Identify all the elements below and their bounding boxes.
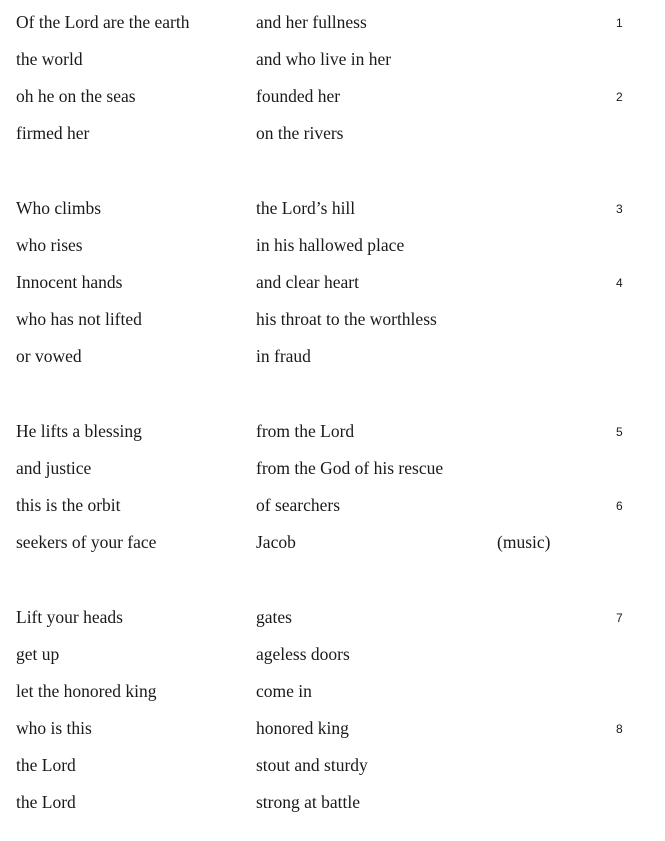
stanza-1 <box>0 0 665 148</box>
verse-line <box>0 632 665 669</box>
verse-number: 5 <box>616 425 623 439</box>
line-second-half: ageless doors <box>256 644 350 664</box>
verse-number: 1 <box>616 16 623 30</box>
verse-line <box>0 260 665 297</box>
verse-line <box>0 446 665 483</box>
line-second-half: strong at battle <box>256 792 361 812</box>
line-first-half: who is this <box>16 718 92 738</box>
line-first-half: get up <box>16 644 60 664</box>
line-second-half: in his hallowed place <box>256 235 405 255</box>
line-second-half: stout and sturdy <box>256 755 368 775</box>
verse-number: 8 <box>616 722 623 736</box>
line-second-half: come in <box>256 681 312 701</box>
line-second-half: on the rivers <box>256 123 344 143</box>
line-second-half: gates <box>256 607 292 627</box>
verse-number: 7 <box>616 611 623 625</box>
line-first-half: firmed her <box>16 123 90 143</box>
verse-line <box>0 334 665 371</box>
verse-number: 6 <box>616 499 623 513</box>
line-first-half: the world <box>16 49 83 69</box>
verse-line <box>0 297 665 334</box>
verse-line <box>0 483 665 520</box>
verse-line <box>0 74 665 111</box>
line-first-half: Lift your heads <box>16 607 123 627</box>
verse-line <box>0 706 665 743</box>
line-first-half: Who climbs <box>16 198 102 218</box>
stanza-break <box>0 148 665 186</box>
line-second-half: of searchers <box>256 495 341 515</box>
line-first-half: this is the orbit <box>16 495 121 515</box>
line-second-half: and clear heart <box>256 272 359 292</box>
line-second-half: from the God of his rescue <box>256 458 444 478</box>
line-first-half: Innocent hands <box>16 272 123 292</box>
line-second-half: honored king <box>256 718 349 738</box>
line-second-half: from the Lord <box>256 421 355 441</box>
verse-line <box>0 409 665 446</box>
verse-number: 3 <box>616 202 623 216</box>
line-second-half: Jacob <box>256 532 296 552</box>
verse-line <box>0 595 665 632</box>
verse-line <box>0 0 665 37</box>
stanza-break <box>0 557 665 595</box>
verse-line <box>0 111 665 148</box>
stanza-4 <box>0 595 665 817</box>
line-first-half: seekers of your face <box>16 532 157 552</box>
verse-line <box>0 186 665 223</box>
verse-number: 2 <box>616 90 623 104</box>
line-first-half: who rises <box>16 235 83 255</box>
line-first-half: or vowed <box>16 346 82 366</box>
verse-line <box>0 520 665 557</box>
line-first-half: who has not lifted <box>16 309 142 329</box>
verse-line <box>0 743 665 780</box>
line-second-half: founded her <box>256 86 341 106</box>
line-first-half: He lifts a blessing <box>16 421 142 441</box>
stanza-2 <box>0 186 665 371</box>
line-first-half: Of the Lord are the earth <box>16 12 190 32</box>
line-first-half: the Lord <box>16 755 76 775</box>
verse-line <box>0 223 665 260</box>
line-first-half: and justice <box>16 458 92 478</box>
line-second-half: and her fullness <box>256 12 367 32</box>
verse-line <box>0 669 665 706</box>
line-second-half: in fraud <box>256 346 311 366</box>
verse-line <box>0 37 665 74</box>
line-second-half: the Lord’s hill <box>256 198 356 218</box>
music-direction: (music) <box>497 532 551 552</box>
line-first-half: oh he on the seas <box>16 86 136 106</box>
stanza-break <box>0 371 665 409</box>
verse-number: 4 <box>616 276 623 290</box>
line-second-half: and who live in her <box>256 49 392 69</box>
line-second-half: his throat to the worthless <box>256 309 437 329</box>
line-first-half: the Lord <box>16 792 76 812</box>
verse-line <box>0 780 665 817</box>
line-first-half: let the honored king <box>16 681 157 701</box>
stanza-3 <box>0 409 665 557</box>
